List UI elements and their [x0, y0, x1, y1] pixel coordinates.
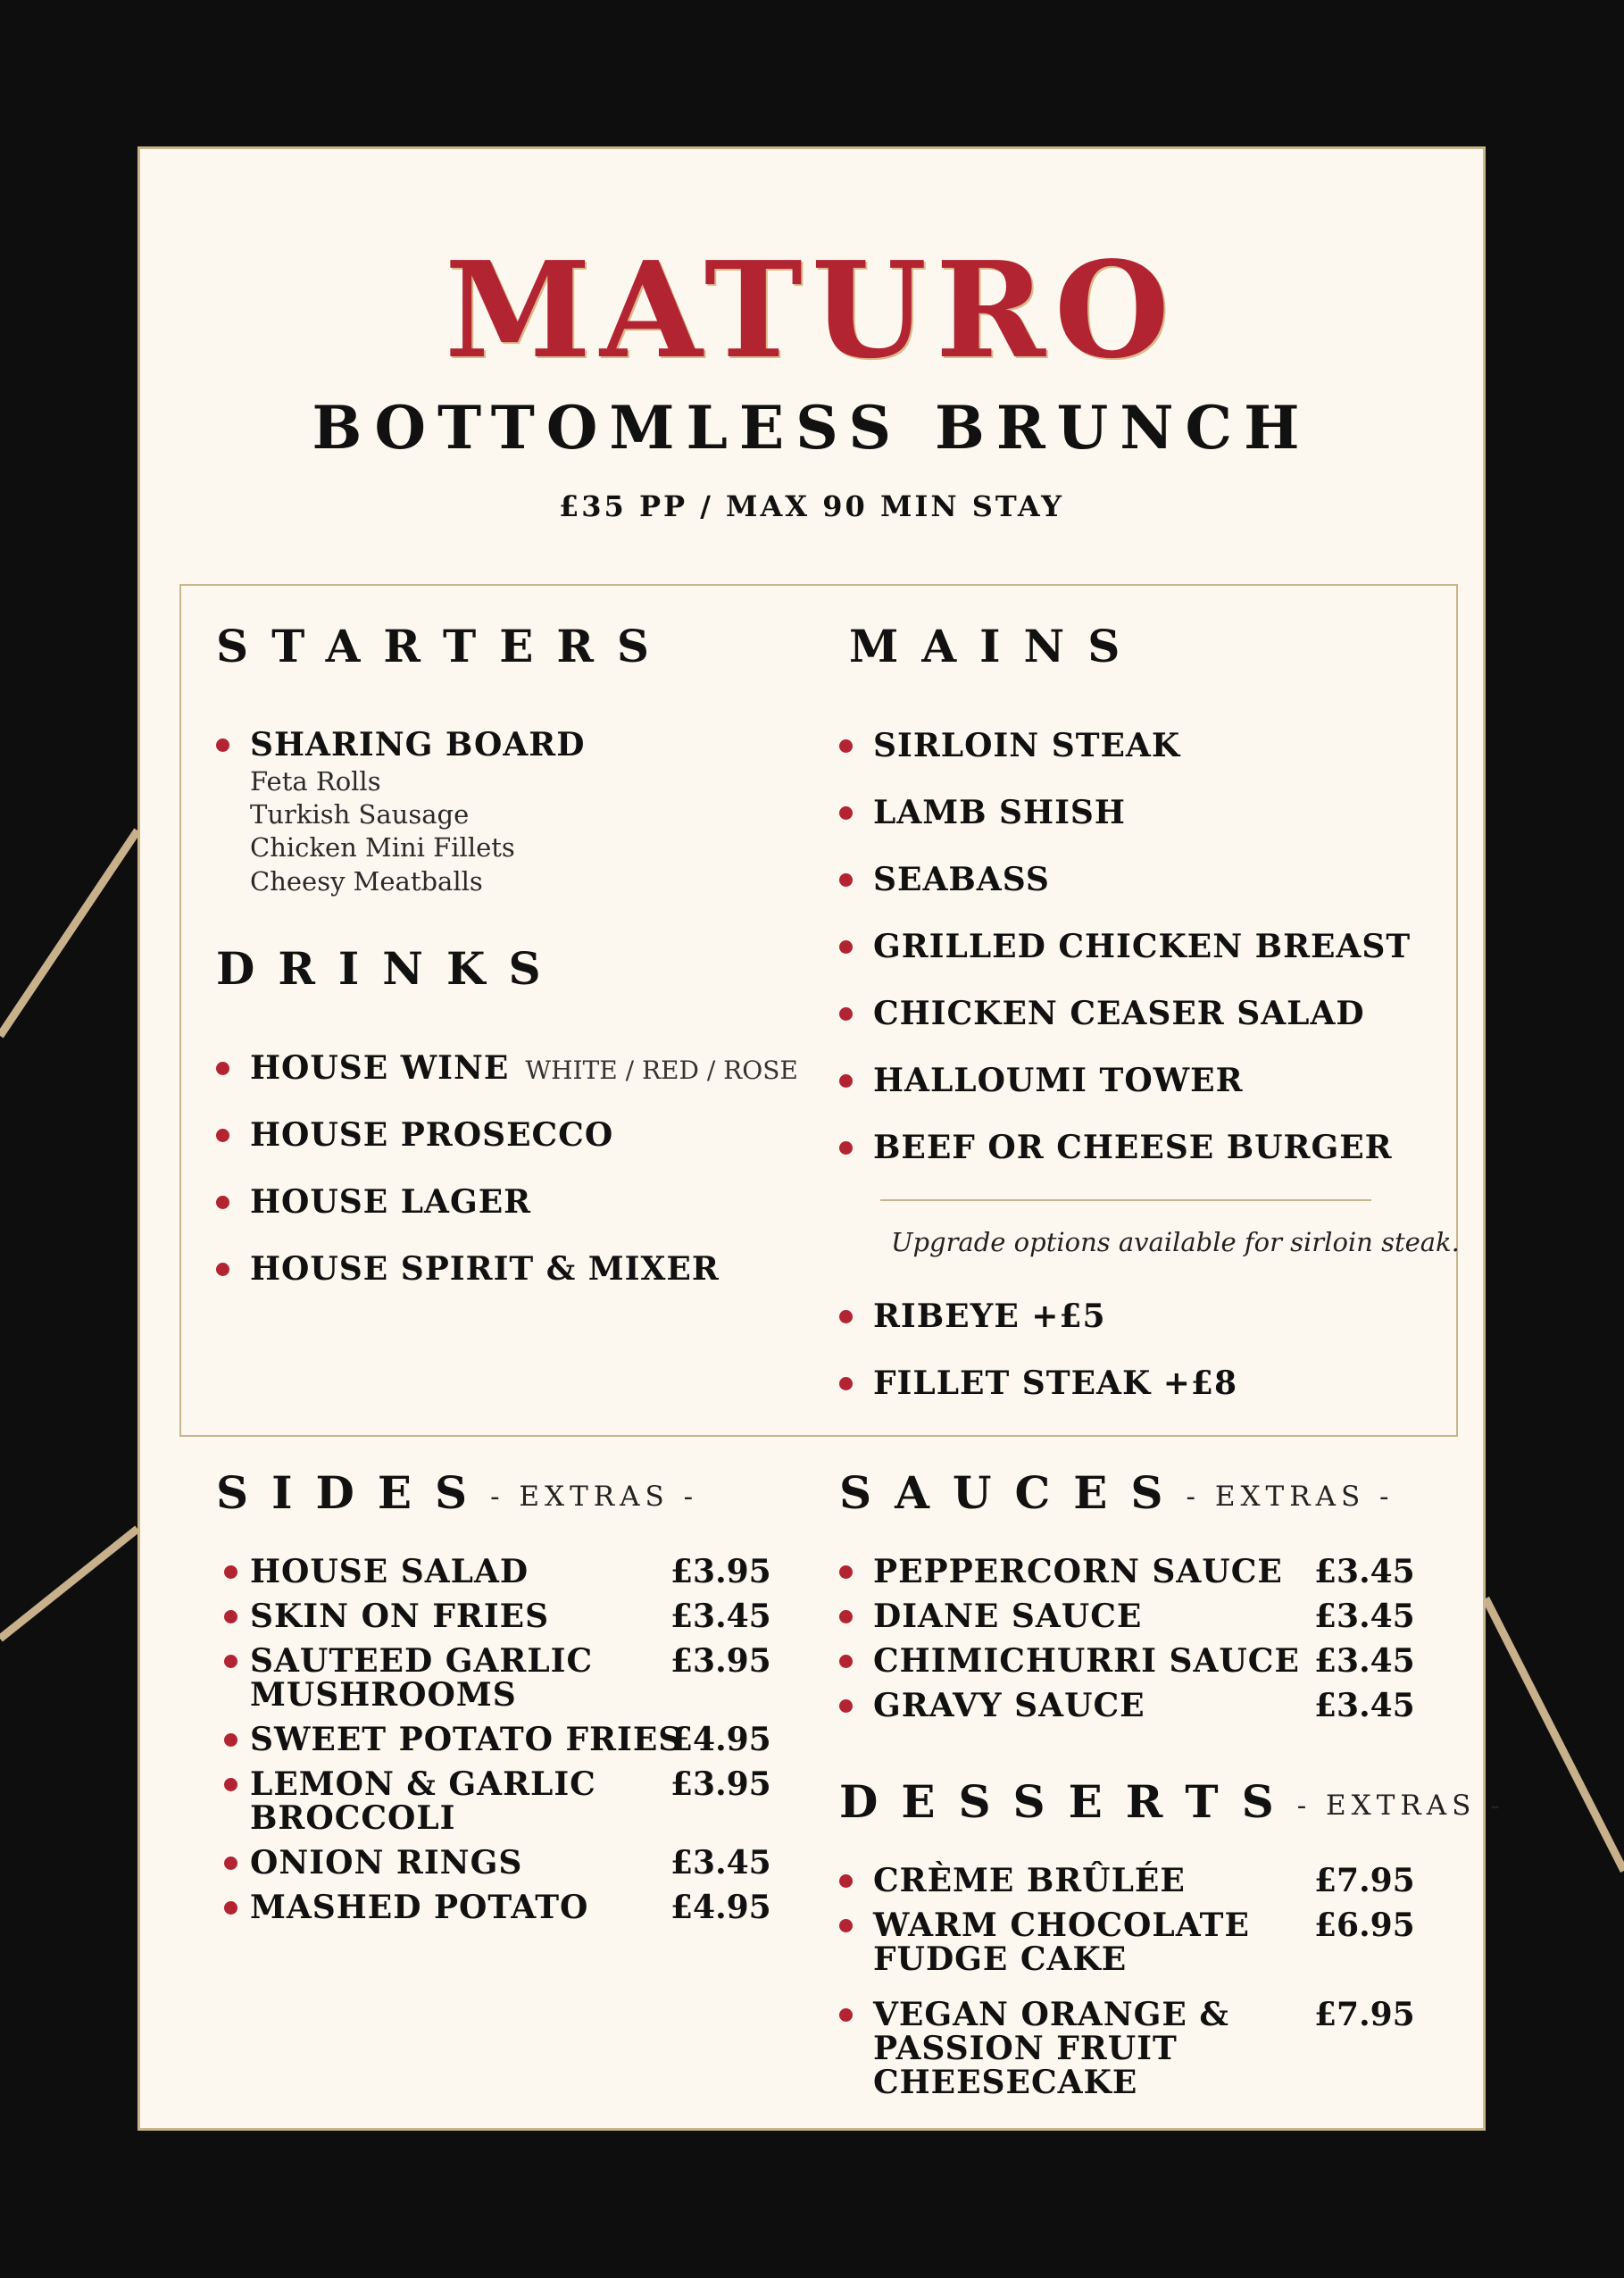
item-name: ONION RINGS — [250, 1844, 523, 1882]
item-price: £3.45 — [1314, 1553, 1415, 1590]
upgrade-note: Upgrade options available for sirloin steak. — [891, 1227, 1460, 1257]
brand-logo: MATURO — [445, 232, 1178, 388]
item-name: LEMON & GARLIC BROCCOLI — [250, 1765, 596, 1837]
extras-label: - EXTRAS - — [1296, 1790, 1505, 1822]
mains-heading: MAINS — [849, 620, 1144, 672]
sides-heading — [216, 1466, 698, 1523]
item-price: £6.95 — [1314, 1907, 1415, 1944]
bullet — [839, 1610, 853, 1623]
bullet — [839, 1141, 853, 1155]
bullet — [216, 1263, 229, 1276]
bullet — [216, 738, 229, 752]
item-name: SIRLOIN STEAK — [873, 727, 1181, 764]
bullet — [839, 1565, 853, 1579]
sauces-heading — [839, 1466, 1395, 1523]
item-name: CHIMICHURRI SAUCE — [873, 1642, 1300, 1680]
menu-title: BOTTOMLESS BRUNCH — [312, 393, 1312, 463]
bullet — [839, 806, 853, 820]
item-name: FILLET STEAK +£8 — [873, 1364, 1238, 1402]
bullet — [839, 1655, 853, 1668]
item-name: WARM CHOCOLATE FUDGE CAKE — [873, 1907, 1250, 1978]
item-name: LAMB SHISH — [873, 794, 1126, 831]
item-name: HOUSE PROSECCO — [250, 1116, 614, 1154]
item-name: HOUSE LAGER — [250, 1183, 532, 1221]
item-detail: Feta Rolls — [250, 766, 381, 797]
bullet — [839, 1377, 853, 1390]
item-name: GRAVY SAUCE — [873, 1687, 1145, 1724]
drinks-heading: DRINKS — [216, 942, 564, 995]
item-price: £3.95 — [670, 1553, 771, 1590]
item-name: SKIN ON FRIES — [250, 1598, 550, 1635]
item-name: CRÈME BRÛLÉE — [873, 1862, 1186, 1899]
bullet — [839, 940, 853, 954]
sides-title: SIDES — [216, 1466, 491, 1519]
desserts-heading — [839, 1775, 1505, 1832]
bullet — [224, 1778, 237, 1791]
item-price: £3.45 — [1314, 1687, 1415, 1724]
bullet — [224, 1655, 237, 1668]
bullet — [839, 1074, 853, 1088]
item-price: £4.95 — [670, 1889, 771, 1926]
item-price: £3.45 — [670, 1598, 771, 1635]
divider — [880, 1199, 1371, 1201]
item-name: RIBEYE +£5 — [873, 1298, 1106, 1335]
bullet — [839, 1310, 853, 1323]
bullet — [224, 1733, 237, 1747]
item-name: SEABASS — [873, 861, 1050, 898]
bullet — [839, 2008, 853, 2022]
item-price: £7.95 — [1314, 1996, 1415, 2033]
bullet — [224, 1610, 237, 1623]
item-label: HOUSE WINE — [250, 1049, 510, 1087]
bullet — [216, 1129, 229, 1142]
item-name: SWEET POTATO FRIES — [250, 1721, 683, 1758]
item-name: CHICKEN CEASER SALAD — [873, 995, 1365, 1032]
item-price: £3.45 — [670, 1844, 771, 1882]
bullet — [839, 1919, 853, 1932]
item-detail: Cheesy Meatballs — [250, 866, 483, 897]
starters-heading: STARTERS — [216, 620, 673, 672]
bullet — [224, 1857, 237, 1870]
bullet — [839, 1874, 853, 1888]
bullet — [216, 1062, 229, 1075]
item-name — [250, 1051, 798, 1088]
bullet — [224, 1565, 237, 1579]
item-name: HOUSE SPIRIT & MIXER — [250, 1250, 720, 1288]
menu-card — [137, 146, 1505, 2131]
price-line: £35 PP / MAX 90 MIN STAY — [559, 489, 1064, 523]
bullet — [839, 1007, 853, 1021]
item-name: MASHED POTATO — [250, 1889, 589, 1926]
bullet — [839, 1699, 853, 1713]
desserts-title: DESSERTS — [839, 1775, 1297, 1828]
item-detail: Chicken Mini Fillets — [250, 832, 515, 863]
bullet — [216, 1196, 229, 1209]
item-price: £3.95 — [670, 1765, 771, 1803]
item-name: BEEF OR CHEESE BURGER — [873, 1129, 1393, 1166]
item-name: DIANE SAUCE — [873, 1598, 1143, 1635]
item-price: £3.45 — [1314, 1598, 1415, 1635]
sauces-title: SAUCES — [839, 1466, 1187, 1519]
bullet — [224, 1901, 237, 1915]
item-name: VEGAN ORANGE & PASSION FRUIT CHEESECAKE — [873, 1996, 1229, 2101]
item-name: GRILLED CHICKEN BREAST — [873, 928, 1412, 965]
item-name: HALLOUMI TOWER — [873, 1062, 1244, 1099]
item-detail: Turkish Sausage — [250, 799, 470, 830]
item-name: HOUSE SALAD — [250, 1553, 529, 1590]
extras-label: - EXTRAS - — [1186, 1481, 1395, 1513]
bullet — [839, 739, 853, 753]
item-price: £3.45 — [1314, 1642, 1415, 1680]
item-name: SAUTEED GARLIC MUSHROOMS — [250, 1642, 594, 1714]
item-price: £4.95 — [670, 1721, 771, 1758]
item-variants: WHITE / RED / ROSE — [525, 1056, 798, 1085]
item-name: PEPPERCORN SAUCE — [873, 1553, 1283, 1590]
item-name: SHARING BOARD — [250, 726, 586, 764]
item-price: £3.95 — [670, 1642, 771, 1680]
bullet — [839, 873, 853, 887]
item-price: £7.95 — [1314, 1862, 1415, 1899]
extras-label: - EXTRAS - — [490, 1481, 699, 1513]
